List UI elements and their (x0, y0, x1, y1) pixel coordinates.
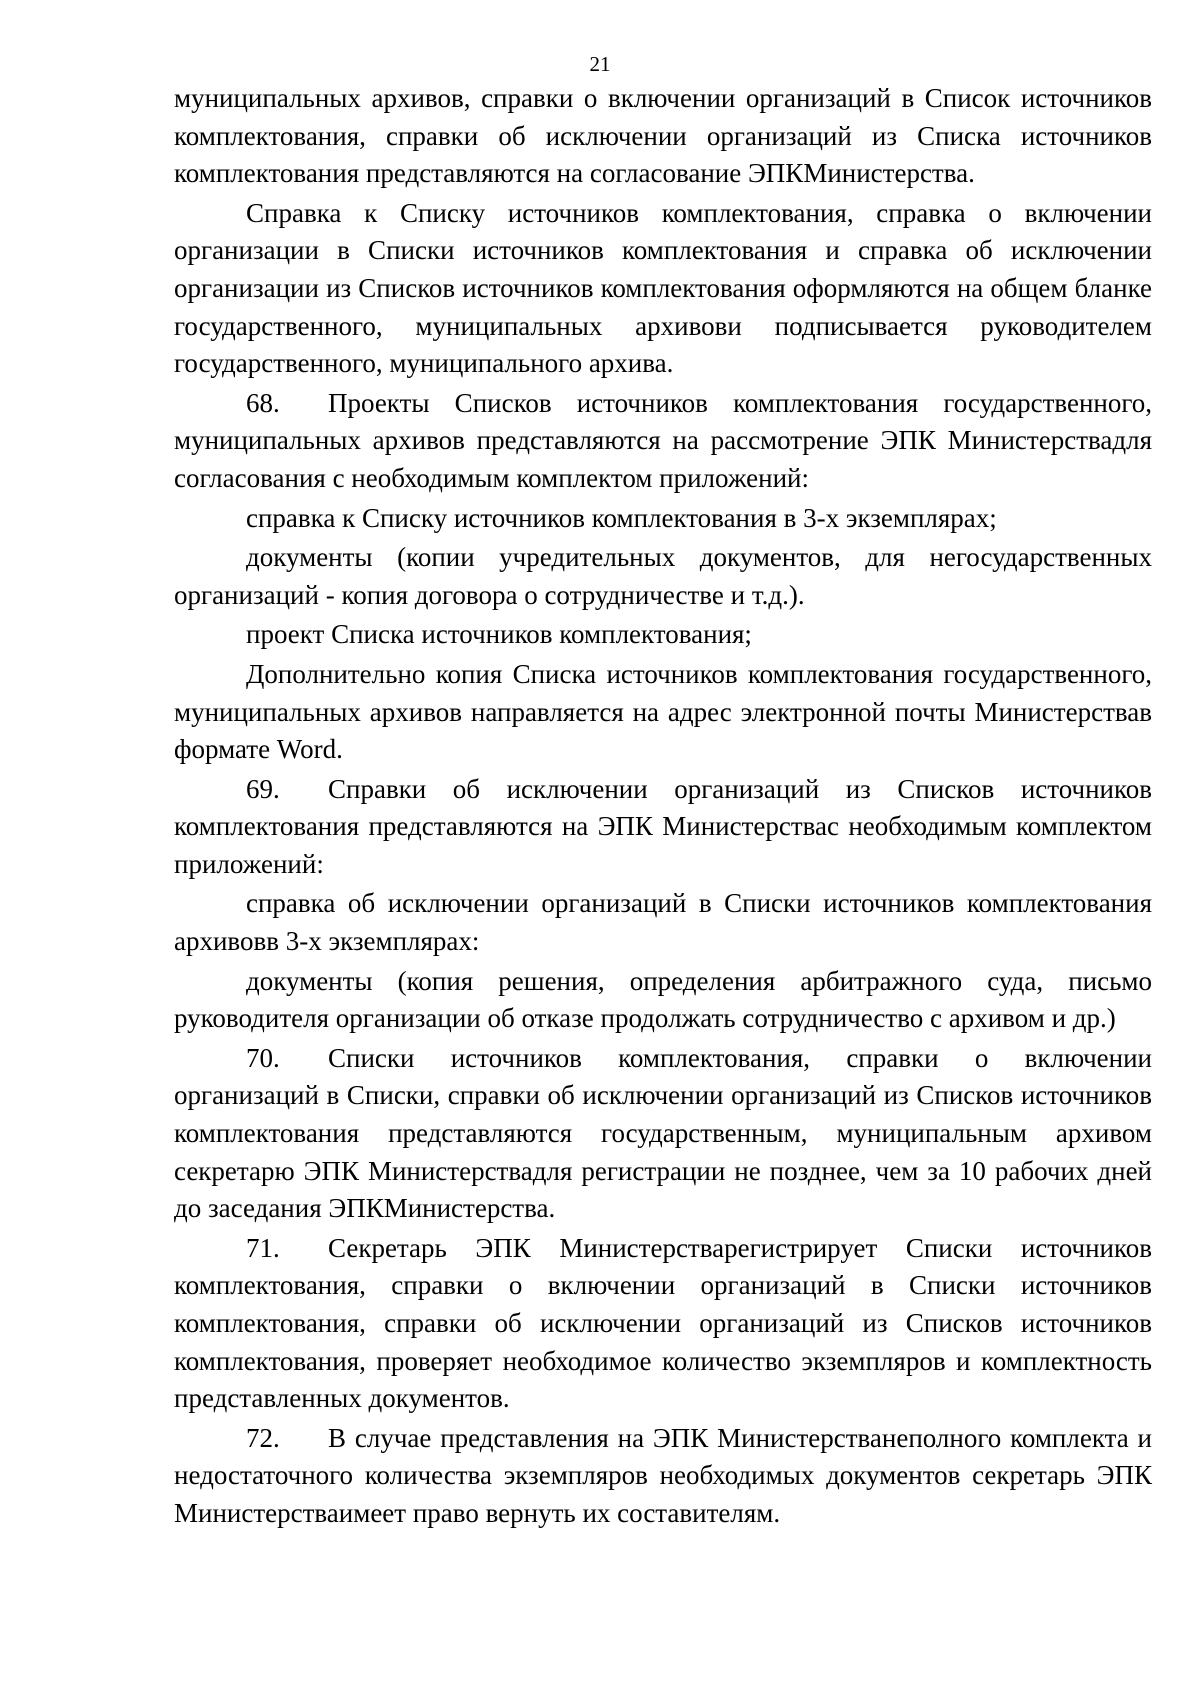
paragraph-continuation (174, 80, 1152, 193)
paragraph-number: 69. (246, 773, 280, 804)
list-item-certificate (174, 500, 1152, 538)
paragraph-69 (174, 771, 1152, 884)
paragraph-number: 70. (246, 1042, 280, 1073)
paragraph-text: справка об исключении организаций в Списки источников комплектования архивовв 3-х экземплярах: (174, 888, 1152, 957)
paragraph-68 (174, 385, 1152, 498)
paragraph-certificate-form (174, 195, 1152, 383)
paragraph-text: Проекты Списков источников комплектования государственного, муниципальных архивов представляются на рассмотрение ЭПК Министерствадля согласования с необходимым комплектом приложений: (174, 387, 1152, 493)
list-item-draft-list (174, 616, 1152, 654)
paragraph-text: документы (копии учредительных документов, для негосударственных организаций - копия договора о сотрудничестве и т.д.). (174, 542, 1152, 610)
paragraph-text: документы (копия решения, определения арбитражного суда, письмо руководителя организации об отказе продолжать сотрудничество с архивом и др.) (174, 965, 1152, 1034)
paragraph-text: проект Списка источников комплектования; (246, 619, 752, 650)
paragraph-70 (174, 1040, 1152, 1228)
list-item-documents (174, 539, 1152, 614)
paragraph-text: Дополнительно копия Списка источников комплектования государственного, муниципальных архивов направляется на адрес электронной почты Министерствав формате Word. (174, 658, 1152, 765)
paragraph-text: справка к Списку источников комплектования в 3-х экземплярах; (246, 502, 997, 533)
list-item-exclusion-certificate (174, 885, 1152, 960)
document-body (174, 80, 1152, 1535)
list-item-court-documents (174, 963, 1152, 1038)
page-number: 21 (589, 52, 611, 76)
paragraph-number: 72. (246, 1422, 280, 1453)
paragraph-number: 71. (246, 1232, 280, 1263)
paragraph-text: Списки источников комплектования, справки о включении организаций в Списки, справки об исключении организаций из Списков источников комплектования представляются государственным, муниципальным архивом секретарю ЭПК Министерствадля регистрации не позднее, чем за 10 рабочих дней до заседания ЭПКМинистерства. (174, 1042, 1152, 1224)
paragraph-text: Справка к Списку источников комплектования, справка о включении организации в Списки источников комплектования и справка об исключении организации из Списков источников комплектования оформляются на общем бланке государственного, муниципальных архивови подписывается руководителем государственного, муниципального архива. (174, 197, 1152, 379)
paragraph-text: Справки об исключении организаций из Списков источников комплектования представляются на ЭПК Министерствас необходимым комплектом приложений: (174, 773, 1152, 879)
paragraph-71 (174, 1230, 1152, 1418)
paragraph-number: 68. (246, 387, 280, 418)
paragraph-additional-copy (174, 656, 1152, 769)
paragraph-text: муниципальных архивов, справки о включении организаций в Список источников комплектования, справки об исключении организаций из Списка источников комплектования представляются на согласование ЭПКМинистерства. (174, 83, 1152, 189)
paragraph-text: Секретарь ЭПК Министерстварегистрирует Списки источников комплектования, справки о включении организаций в Списки источников комплектования, справки об исключении организаций из Списков источников комплектования, проверяет необходимое количество экземпляров и комплектность представленных документов. (174, 1232, 1152, 1414)
paragraph-text: В случае представления на ЭПК Министерстванеполного комплекта и недостаточного количества экземпляров необходимых документов секретарь ЭПК Министерстваимеет право вернуть их составителям. (174, 1422, 1152, 1528)
paragraph-72 (174, 1420, 1152, 1533)
